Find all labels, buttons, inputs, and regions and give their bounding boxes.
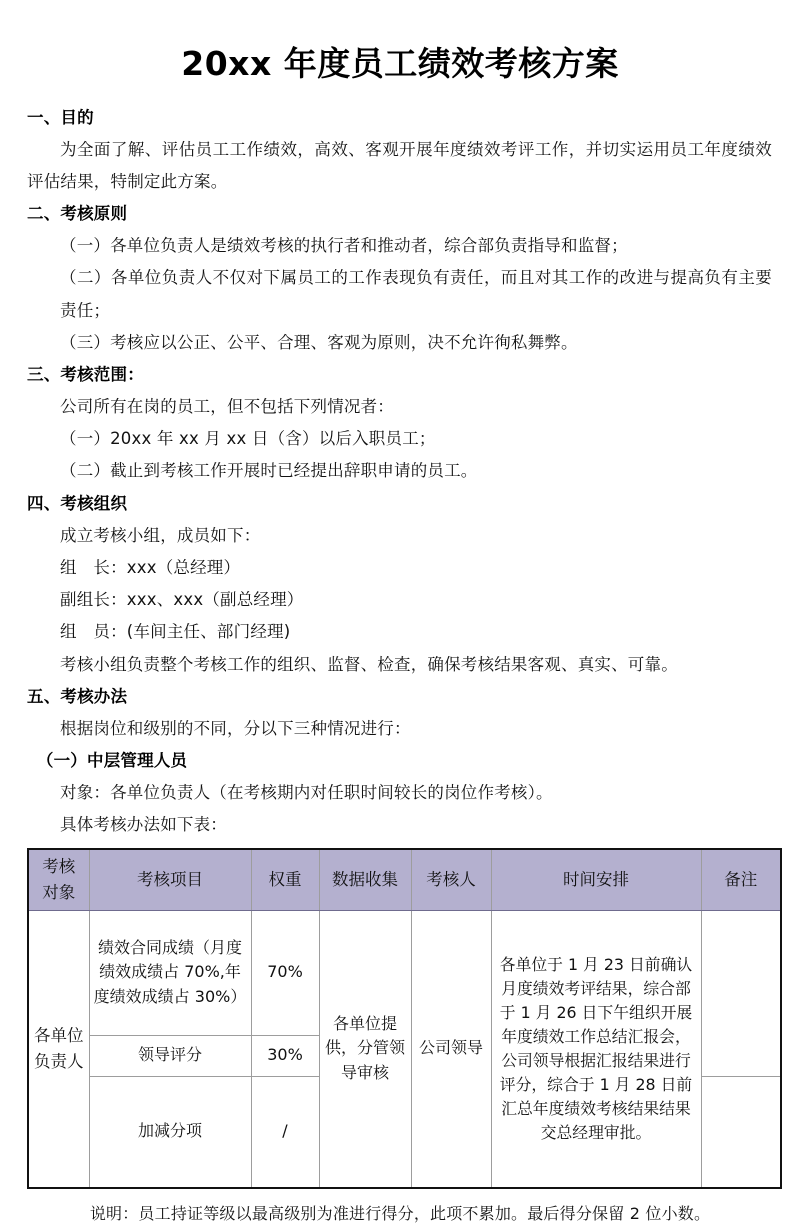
cell-assessor: 公司领导 <box>411 910 491 1188</box>
assessment-table-wrap <box>0 842 800 1189</box>
cell-data-collection: 各单位提供，分管领导审核 <box>319 910 411 1188</box>
column-header-schedule: 时间安排 <box>491 849 701 911</box>
column-header-object-line2: 对象 <box>42 882 76 902</box>
subsection-object-line: 对象：各单位负责人（在考核期内对任职时间较长的岗位作考核）。 <box>60 783 553 803</box>
cell-remarks-bottom <box>701 1076 781 1188</box>
document-body <box>0 102 800 842</box>
subsection-heading: （一）中层管理人员 <box>36 751 188 771</box>
section-4-deputy-leader: 副组长：xxx、xxx（副总经理） <box>60 590 304 610</box>
section-2-paragraph-2: （二）各单位负责人不仅对下属员工的工作表现负有责任，而且对其工作的改进与提高负有主要责任； <box>60 268 772 320</box>
cell-item-name-1: 绩效合同成绩（月度绩效成绩占 70%,年度绩效成绩占 30%） <box>89 910 251 1035</box>
cell-item-name-3: 加减分项 <box>89 1076 251 1188</box>
cell-item-weight-1: 70% <box>251 910 319 1035</box>
section-5-paragraph-1: 根据岗位和级别的不同，分以下三种情况进行： <box>60 718 411 738</box>
assessment-table <box>27 848 782 1189</box>
cell-remarks-top <box>701 910 781 1076</box>
section-2-paragraph-3: （三）考核应以公正、公平、合理、客观为原则，决不允许徇私舞弊。 <box>60 332 578 352</box>
section-3-paragraph-2: （一）20xx 年 xx 月 xx 日（含）以后入职员工； <box>60 429 436 449</box>
page-title: 20xx 年度员工绩效考核方案 <box>181 44 619 83</box>
subsection-lead-line: 具体考核办法如下表： <box>60 815 227 835</box>
section-4-paragraph-1: 成立考核小组，成员如下： <box>60 525 261 545</box>
section-3-paragraph-1: 公司所有在岗的员工，但不包括下列情况者： <box>60 397 394 417</box>
section-3-paragraph-3: （二）截止到考核工作开展时已经提出辞职申请的员工。 <box>60 461 478 481</box>
column-header-item: 考核项目 <box>89 849 251 911</box>
column-header-object-line1: 考核 <box>42 857 76 877</box>
section-heading-3: 三、考核范围： <box>27 364 144 384</box>
section-4-group-leader: 组 长：xxx（总经理） <box>60 558 241 577</box>
cell-item-weight-3: / <box>251 1076 319 1188</box>
column-header-object <box>28 849 89 911</box>
section-heading-5: 五、考核办法 <box>27 686 128 706</box>
cell-item-weight-2: 30% <box>251 1035 319 1076</box>
section-1-paragraph-1: 为全面了解、评估员工工作绩效，高效、客观开展年度绩效考评工作，并切实运用员工年度绩效评估结果，特制定此方案。 <box>27 139 772 191</box>
cell-item-name-2: 领导评分 <box>89 1035 251 1076</box>
table-row <box>28 910 781 1035</box>
section-heading-4: 四、考核组织 <box>27 493 128 513</box>
footer-note: 说明：员工持证等级以最高级别为准进行得分，此项不累加。最后得分保留 2 位小数。 <box>89 1203 711 1223</box>
column-header-assessor: 考核人 <box>411 849 491 911</box>
cell-schedule: 各单位于 1 月 23 日前确认月度绩效考评结果，综合部于 1 月 26 日下午组织开展年度绩效工作总结汇报会，公司领导根据汇报结果进行评分，综合于 1 月 28 日前汇总年度绩效考核结果结果交总经理审批。 <box>491 910 701 1188</box>
section-heading-1: 一、目的 <box>27 107 94 127</box>
column-header-remarks: 备注 <box>701 849 781 911</box>
column-header-data-collection: 数据收集 <box>319 849 411 911</box>
table-header-row <box>28 849 781 911</box>
section-4-members: 组 员：(车间主任、部门经理) <box>60 622 291 642</box>
column-header-weight: 权重 <box>251 849 319 911</box>
cell-assessment-object: 各单位负责人 <box>28 910 89 1188</box>
section-4-paragraph-5: 考核小组负责整个考核工作的组织、监督、检查，确保考核结果客观、真实、可靠。 <box>60 654 678 674</box>
section-heading-2: 二、考核原则 <box>27 204 128 224</box>
section-2-paragraph-1: （一）各单位负责人是绩效考核的执行者和推动者，综合部负责指导和监督； <box>60 236 628 256</box>
